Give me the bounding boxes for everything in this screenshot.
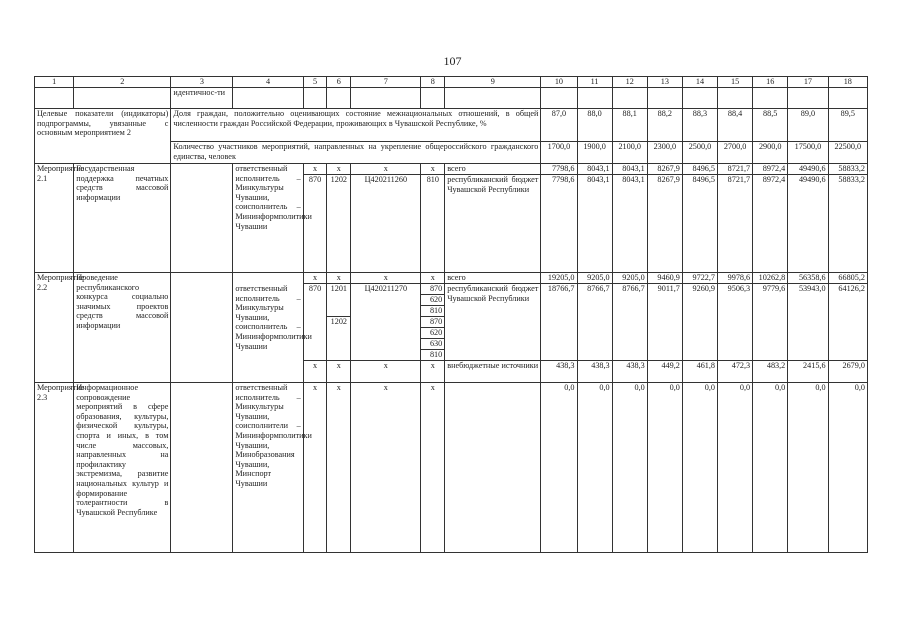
budget-code: x: [303, 361, 327, 383]
budget-code: 810: [421, 350, 445, 361]
target-value: 2900,0: [753, 142, 788, 164]
header-cell: 16: [753, 77, 788, 88]
amount: 49490,6: [788, 164, 828, 175]
budget-code: x: [351, 383, 421, 553]
amount: 53943,0: [788, 284, 828, 361]
page-number: 107: [443, 54, 462, 68]
m22-label: Мероприятие 2.2: [35, 273, 74, 383]
fragment-row: [35, 88, 868, 109]
target-value: 88,4: [718, 109, 753, 142]
amount: 461,8: [682, 361, 717, 383]
budget-code: x: [303, 383, 327, 553]
header-cell: 11: [577, 77, 612, 88]
target-value: 17500,0: [788, 142, 828, 164]
budget-code: x: [327, 273, 351, 284]
amount: 0,0: [718, 383, 753, 553]
m21-responsible: ответственный исполнитель – Минкультуры Чувашии, соисполнитель – Мининформполитики Чувашии: [233, 164, 303, 273]
target-row: [35, 109, 868, 142]
amount: 0,0: [682, 383, 717, 553]
target-value: 2500,0: [682, 142, 717, 164]
amount: 8972,4: [753, 175, 788, 273]
amount: 66805,2: [828, 273, 867, 284]
amount: 2679,0: [828, 361, 867, 383]
budget-code: x: [327, 164, 351, 175]
amount: 0,0: [828, 383, 867, 553]
target-value: 88,1: [612, 109, 647, 142]
target-value: 1700,0: [541, 142, 577, 164]
amount: 8267,9: [647, 175, 682, 273]
amount: 8766,7: [612, 284, 647, 361]
target-value: 87,0: [541, 109, 577, 142]
target-value: 88,2: [647, 109, 682, 142]
m21-name: Государственная поддержка печатных средств массовой информации: [74, 164, 171, 273]
m23-name: Информационное сопровождение мероприятий в сфере образования, культуры, физической культуры, спорта и иных, в том числе массовых, направленных на профилактику экстремизма, развитие национальных культур и формирование толерантности в Чувашской Республике: [74, 383, 171, 553]
budget-code: 810: [421, 306, 445, 317]
budget-code: Ц420211260: [351, 175, 421, 273]
target-value: 22500,0: [828, 142, 867, 164]
budget-code: 620: [421, 295, 445, 306]
header-row: [35, 77, 868, 88]
budget-code: x: [327, 361, 351, 383]
amount: 8721,7: [718, 175, 753, 273]
amount: 0,0: [788, 383, 828, 553]
header-cell: 17: [788, 77, 828, 88]
amount: 8043,1: [612, 175, 647, 273]
m22-total-row: [35, 273, 868, 284]
m23-label: Мероприятие 2.3: [35, 383, 74, 553]
target-value: 88,3: [682, 109, 717, 142]
budget-code: 810: [421, 175, 445, 273]
header-cell: 12: [612, 77, 647, 88]
amount: 0,0: [753, 383, 788, 553]
budget-code: 870: [303, 175, 327, 273]
header-cell: 8: [421, 77, 445, 88]
amount: 472,3: [718, 361, 753, 383]
budget-code: x: [351, 273, 421, 284]
amount: 58833,2: [828, 175, 867, 273]
target-text: Доля граждан, положительно оценивающих состояние межнациональных отношений, в общей численности граждан Российской Федерации, проживающих в Чувашской Республике, %: [171, 109, 541, 142]
budget-code: x: [303, 164, 327, 175]
budget-code: 1202: [327, 317, 351, 361]
amount: 2415,6: [788, 361, 828, 383]
amount: 0,0: [541, 383, 577, 553]
header-cell: 14: [682, 77, 717, 88]
amount: 0,0: [647, 383, 682, 553]
amount: 9978,6: [718, 273, 753, 284]
header-cell: 10: [541, 77, 577, 88]
header-cell: 15: [718, 77, 753, 88]
target-text: Количество участников мероприятий, направленных на укрепление общероссийского гражданского единства, человек: [171, 142, 541, 164]
budget-code: 1201: [327, 284, 351, 317]
target-value: 2300,0: [647, 142, 682, 164]
target-value: 88,0: [577, 109, 612, 142]
amount: 49490,6: [788, 175, 828, 273]
budget-code: x: [421, 383, 445, 553]
funding-source: внебюджетные источники: [445, 361, 541, 383]
funding-source: всего: [445, 164, 541, 175]
target-value: 89,0: [788, 109, 828, 142]
header-cell: 4: [233, 77, 303, 88]
header-cell: 3: [171, 77, 233, 88]
budget-code: 620: [421, 328, 445, 339]
amount: 64126,2: [828, 284, 867, 361]
budget-code: x: [351, 361, 421, 383]
amount: 10262,8: [753, 273, 788, 284]
header-cell: 13: [647, 77, 682, 88]
amount: 7798,6: [541, 164, 577, 175]
budget-code: x: [421, 273, 445, 284]
amount: 449,2: [647, 361, 682, 383]
amount: 483,2: [753, 361, 788, 383]
program-table: [34, 76, 868, 553]
fragment-text: идентичнос-ти: [171, 88, 233, 109]
m22-responsible: ответственный исполнитель – Минкультуры Чувашии, соисполнитель – Мининформполитики Чувашии: [233, 273, 303, 383]
budget-code: Ц420211270: [351, 284, 421, 361]
header-cell: 9: [445, 77, 541, 88]
amount: 8043,1: [577, 164, 612, 175]
budget-code: 630: [421, 339, 445, 350]
budget-code: x: [303, 273, 327, 284]
amount: 8721,7: [718, 164, 753, 175]
target-value: 2100,0: [612, 142, 647, 164]
amount: 9722,7: [682, 273, 717, 284]
header-cell: 6: [327, 77, 351, 88]
m21-label: Мероприятие 2.1: [35, 164, 74, 273]
amount: 8043,1: [577, 175, 612, 273]
amount: 438,3: [541, 361, 577, 383]
amount: 8496,5: [682, 175, 717, 273]
m23-responsible: ответственный исполнитель – Минкультуры Чувашии, соисполнители – Мининформполитики Чувашии, Минобразования Чувашии, Минспорт Чувашии: [233, 383, 303, 553]
m22-name: Проведение республиканского конкурса социально значимых проектов средств массовой информации: [74, 273, 171, 383]
header-cell: 7: [351, 77, 421, 88]
amount: 8043,1: [612, 164, 647, 175]
header-cell: 5: [303, 77, 327, 88]
amount: 58833,2: [828, 164, 867, 175]
amount: 9205,0: [577, 273, 612, 284]
amount: 18766,7: [541, 284, 577, 361]
targets-label: Целевые показатели (индикаторы) подпрограммы, увязанные с основным мероприятием 2: [35, 109, 171, 164]
target-value: 88,5: [753, 109, 788, 142]
budget-code: x: [351, 164, 421, 175]
m23-row: [35, 383, 868, 553]
amount: 8267,9: [647, 164, 682, 175]
header-cell: 2: [74, 77, 171, 88]
amount: 9260,9: [682, 284, 717, 361]
budget-code: x: [327, 383, 351, 553]
budget-code: x: [421, 361, 445, 383]
budget-code: 870: [303, 284, 327, 361]
amount: 9460,9: [647, 273, 682, 284]
m21-total-row: [35, 164, 868, 175]
budget-code: 1202: [327, 175, 351, 273]
amount: 8496,5: [682, 164, 717, 175]
budget-code: x: [421, 164, 445, 175]
amount: 0,0: [577, 383, 612, 553]
header-cell: 18: [828, 77, 867, 88]
target-value: 1900,0: [577, 142, 612, 164]
amount: 9011,7: [647, 284, 682, 361]
funding-source: республиканский бюджет Чувашской Республики: [445, 284, 541, 361]
target-value: 89,5: [828, 109, 867, 142]
amount: 8766,7: [577, 284, 612, 361]
amount: 19205,0: [541, 273, 577, 284]
amount: 438,3: [612, 361, 647, 383]
funding-source: [445, 383, 541, 553]
amount: 9205,0: [612, 273, 647, 284]
target-value: 2700,0: [718, 142, 753, 164]
amount: 7798,6: [541, 175, 577, 273]
amount: 438,3: [577, 361, 612, 383]
amount: 9779,6: [753, 284, 788, 361]
amount: 56358,6: [788, 273, 828, 284]
funding-source: республиканский бюджет Чувашской Республики: [445, 175, 541, 273]
amount: 0,0: [612, 383, 647, 553]
amount: 8972,4: [753, 164, 788, 175]
budget-code: 870: [421, 317, 445, 328]
budget-code: 870: [421, 284, 445, 295]
funding-source: всего: [445, 273, 541, 284]
amount: 9506,3: [718, 284, 753, 361]
header-cell: 1: [35, 77, 74, 88]
